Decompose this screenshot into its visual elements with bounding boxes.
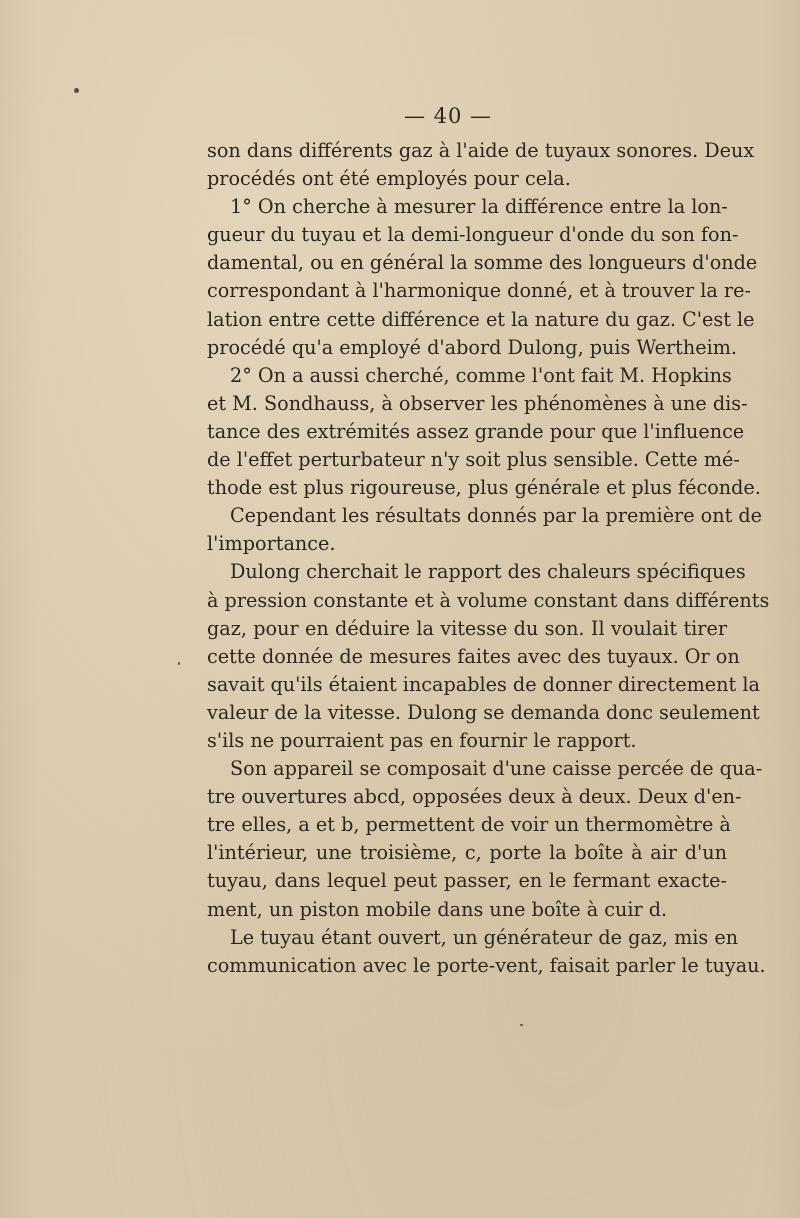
text-line: procédés ont été employés pour cela. <box>207 167 571 191</box>
text-line: ment, un piston mobile dans une boîte à cuir d. <box>207 897 668 921</box>
page-number: — 40 — <box>403 104 493 128</box>
text-line: gaz, pour en déduire la vitesse du son. Il voulait tirer <box>207 616 727 640</box>
text-line: savait qu'ils étaient incapables de donner directement la <box>207 672 760 696</box>
text-line: tre elles, a et b, permettent de voir un thermomètre à <box>207 813 731 837</box>
text-line: son dans différents gaz à l'aide de tuyaux sonores. Deux <box>207 139 755 162</box>
text-line: thode est plus rigoureuse, plus générale et plus féconde. <box>207 476 761 500</box>
body-text <box>207 137 770 980</box>
text-line: Son appareil se composait d'une caisse percée de qua- <box>230 757 763 781</box>
text-line: damental, ou en général la somme des longueurs d'onde <box>207 251 758 275</box>
text-line: Dulong cherchait le rapport des chaleurs spécifiques <box>230 560 746 584</box>
text-line: tre ouvertures abcd, opposées deux à deux. Deux d'en- <box>207 785 742 809</box>
text-line: cette donnée de mesures faites avec des tuyaux. Or on <box>207 644 740 668</box>
text-line: Cependant les résultats donnés par la première ont de <box>230 504 763 528</box>
text-line: et M. Sondhauss, à observer les phénomènes à une dis- <box>207 391 748 415</box>
text-line: lation entre cette différence et la nature du gaz. C'est le <box>207 307 755 331</box>
text-line: communication avec le porte-vent, faisait parler le tuyau. <box>207 953 766 977</box>
text-line: s'ils ne pourraient pas en fournir le rapport. <box>207 728 637 752</box>
text-line: tance des extrémités assez grande pour que l'influence <box>207 419 745 443</box>
text-line: gueur du tuyau et la demi-longueur d'onde du son fon- <box>207 223 739 247</box>
text-line: valeur de la vitesse. Dulong se demanda donc seulement <box>207 700 760 724</box>
text-line: 1° On cherche à mesurer la différence entre la lon- <box>230 195 728 219</box>
text-line: correspondant à l'harmonique donné, et à trouver la re- <box>207 279 751 303</box>
text-line: tuyau, dans lequel peut passer, en le fermant exacte- <box>207 869 727 893</box>
text-line: 2° On a aussi cherché, comme l'ont fait M. Hopkins <box>230 363 732 387</box>
text-line: de l'effet perturbateur n'y soit plus sensible. Cette mé- <box>207 448 740 472</box>
text-line: procédé qu'a employé d'abord Dulong, puis Wertheim. <box>207 335 738 359</box>
text-line: l'intérieur, une troisième, c, porte la boîte à air d'un <box>207 841 727 865</box>
text-line: à pression constante et à volume constant dans différents <box>207 588 770 612</box>
text-line: Le tuyau étant ouvert, un générateur de gaz, mis en <box>230 925 739 949</box>
text-line: l'importance. <box>207 532 336 556</box>
